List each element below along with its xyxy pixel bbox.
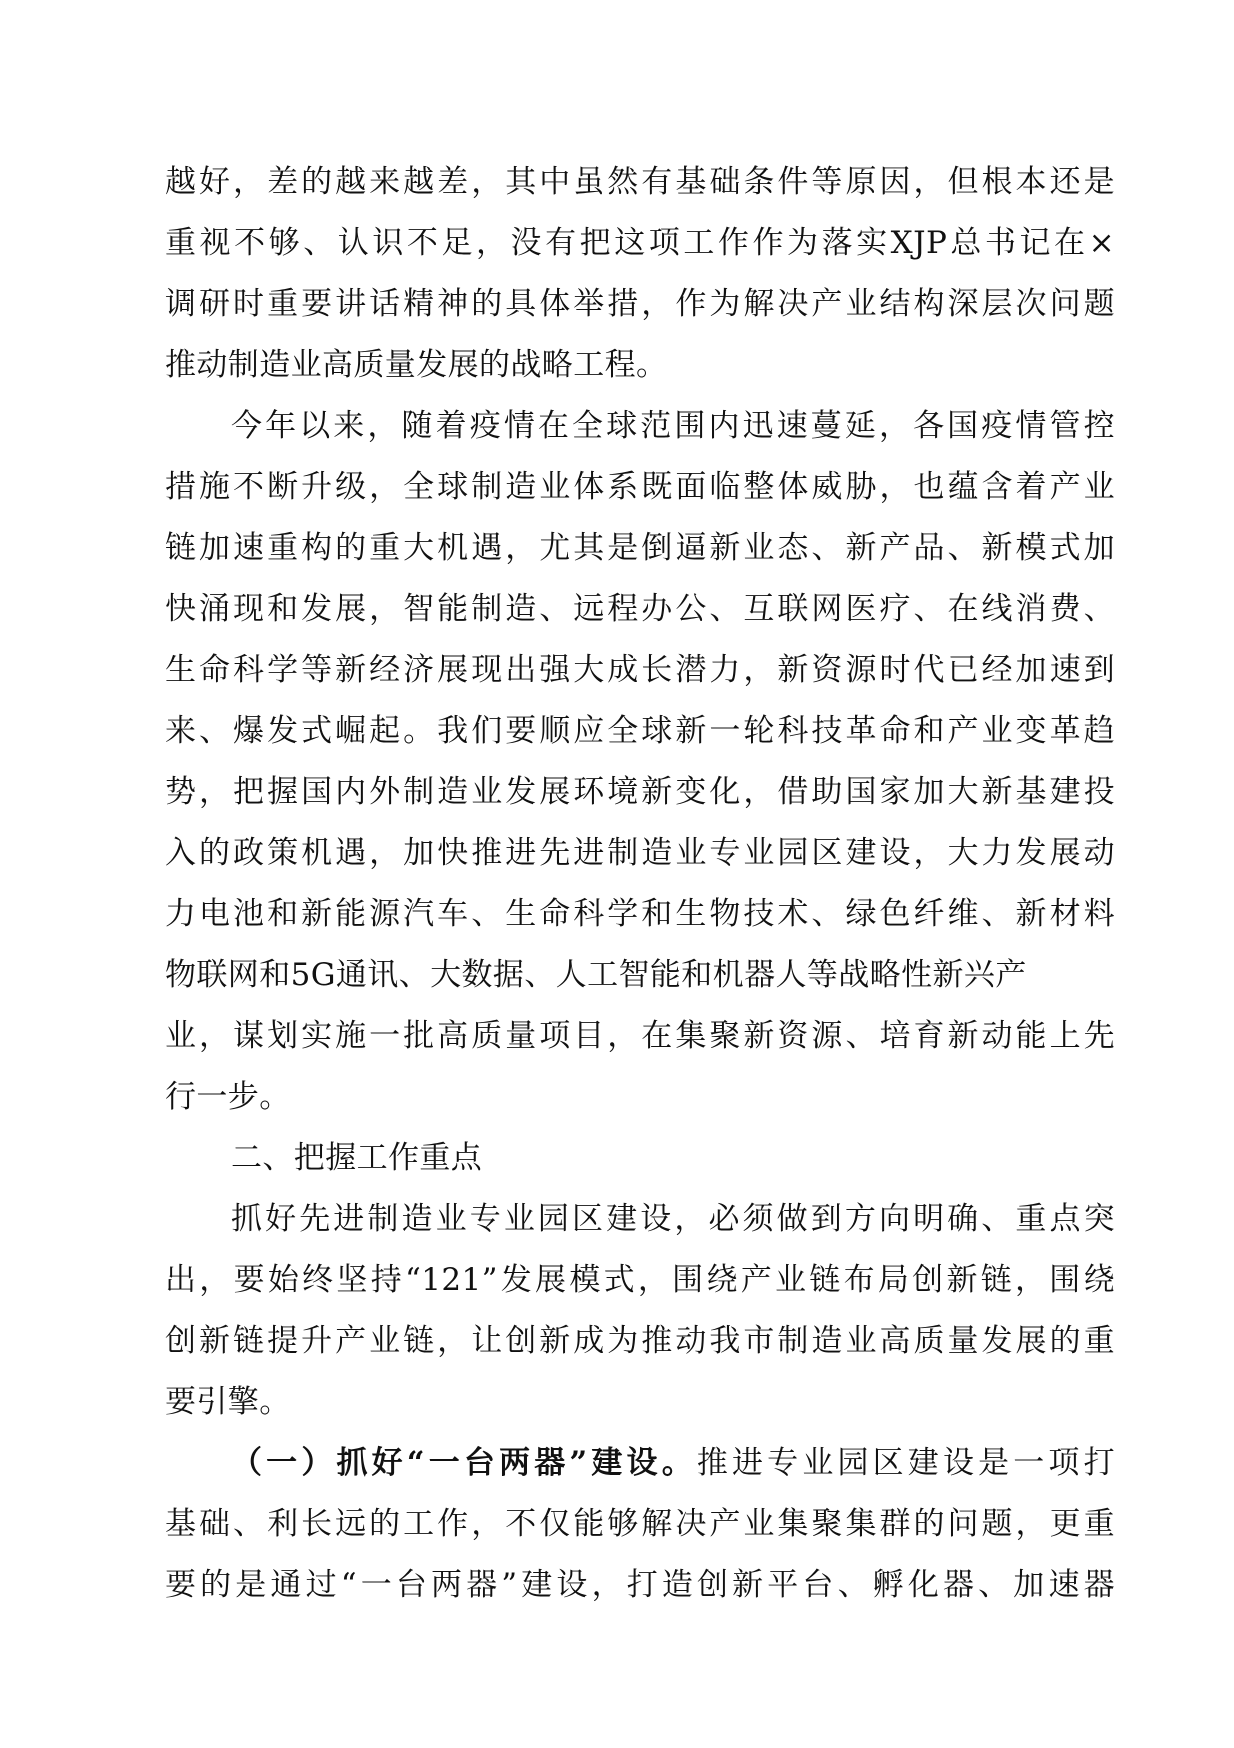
paragraph-line: 要的是通过“一台两器”建设，打造创新平台、孵化器、加速器 bbox=[165, 1567, 1115, 1603]
paragraph-line: 物联网和5G通讯、大数据、人工智能和机器人等战略性新兴产 bbox=[165, 957, 1027, 993]
paragraph-line: 来、爆发式崛起。我们要顺应全球新一轮科技革命和产业变革趋 bbox=[165, 713, 1115, 749]
paragraph-line: 抓好先进制造业专业园区建设，必须做到方向明确、重点突 bbox=[231, 1201, 1115, 1237]
paragraph-text: 推进专业园区建设是一项打 bbox=[696, 1445, 1115, 1481]
paragraph-line: 今年以来，随着疫情在全球范围内迅速蔓延，各国疫情管控 bbox=[231, 408, 1115, 444]
paragraph-line: 链加速重构的重大机遇，尤其是倒逼新业态、新产品、新模式加 bbox=[165, 530, 1115, 566]
paragraph-line: 基础、利长远的工作，不仅能够解决产业集聚集群的问题，更重 bbox=[165, 1506, 1115, 1542]
paragraph-line: 重视不够、认识不足，没有把这项工作作为落实XJP总书记在× bbox=[165, 225, 1115, 261]
subsection-heading: （一）抓好“一台两器”建设。 bbox=[231, 1445, 697, 1481]
paragraph-line bbox=[165, 1433, 1115, 1494]
paragraph-line: 行一步。 bbox=[165, 1079, 291, 1115]
paragraph-line: 力电池和新能源汽车、生命科学和生物技术、绿色纤维、新材料 bbox=[165, 896, 1115, 932]
paragraph-line: 调研时重要讲话精神的具体举措，作为解决产业结构深层次问题 bbox=[165, 286, 1115, 322]
paragraph-line: 入的政策机遇，加快推进先进制造业专业园区建设，大力发展动 bbox=[165, 835, 1115, 871]
body-text bbox=[165, 152, 1115, 1616]
paragraph-line: 措施不断升级，全球制造业体系既面临整体威胁，也蕴含着产业 bbox=[165, 469, 1115, 505]
paragraph-line: 出，要始终坚持“121”发展模式，围绕产业链布局创新链，围绕 bbox=[165, 1262, 1115, 1298]
paragraph-line: 创新链提升产业链，让创新成为推动我市制造业高质量发展的重 bbox=[165, 1323, 1115, 1359]
paragraph-line: 越好，差的越来越差，其中虽然有基础条件等原因，但根本还是 bbox=[165, 164, 1115, 200]
section-heading: 二、把握工作重点 bbox=[231, 1140, 483, 1176]
paragraph-line: 势，把握国内外制造业发展环境新变化，借助国家加大新基建投 bbox=[165, 774, 1115, 810]
paragraph-line: 生命科学等新经济展现出强大成长潜力，新资源时代已经加速到 bbox=[165, 652, 1115, 688]
paragraph-line: 业，谋划实施一批高质量项目，在集聚新资源、培育新动能上先 bbox=[165, 1018, 1115, 1054]
paragraph-line: 推动制造业高质量发展的战略工程。 bbox=[165, 347, 668, 383]
paragraph-line: 要引擎。 bbox=[165, 1384, 291, 1420]
paragraph-line: 快涌现和发展，智能制造、远程办公、互联网医疗、在线消费、 bbox=[165, 591, 1115, 627]
